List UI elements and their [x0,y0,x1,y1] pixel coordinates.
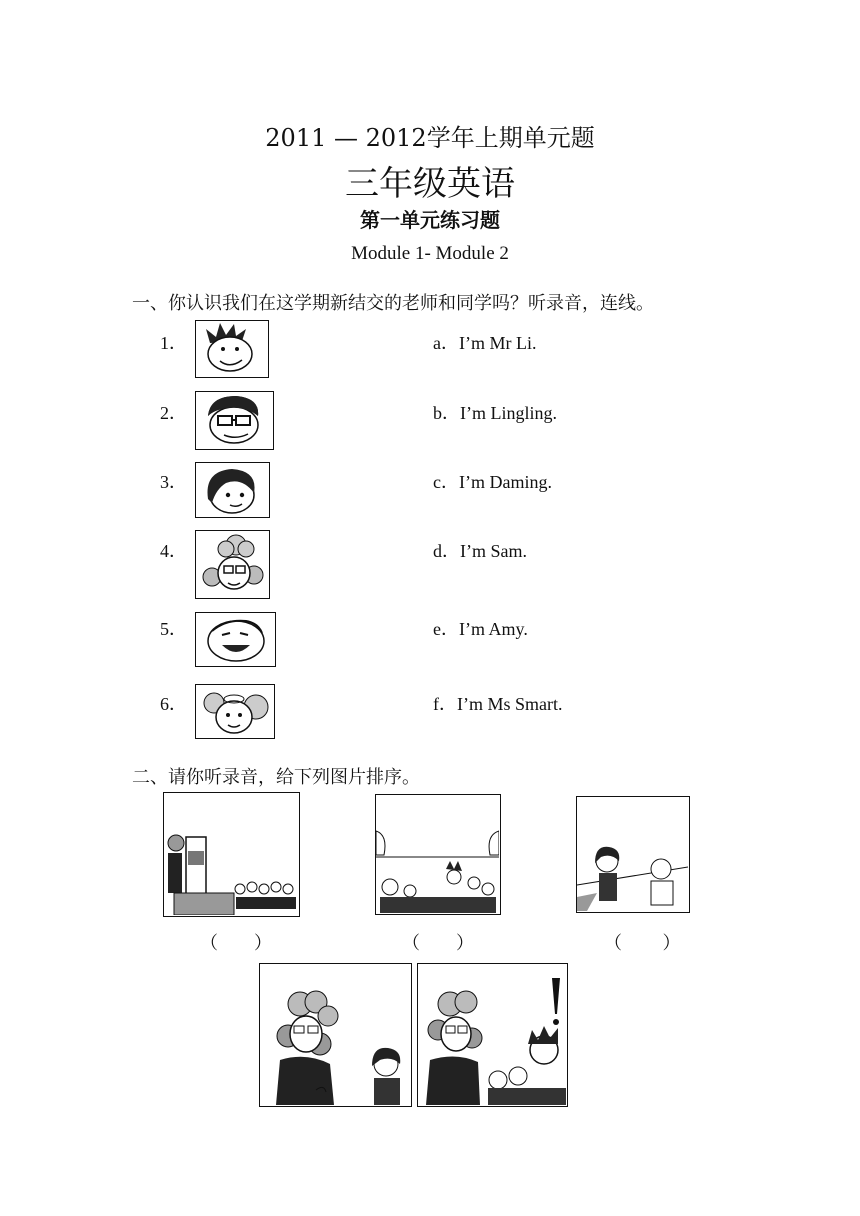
boy-spiky-hair-icon [195,320,269,378]
order-blank-2[interactable]: （ ） [402,933,474,953]
classroom-picture-2 [375,794,501,915]
option-f: f．I’m Ms Smart. [433,694,563,714]
option-e: e．I’m Amy. [433,619,528,639]
section-1-heading: 一、你认识我们在这学期新结交的老师和同学吗？听录音，连线。 [132,293,654,314]
item-number-2: 2． [160,403,187,423]
classroom-picture-5 [417,963,568,1107]
module-range: Module 1- Module 2 [351,243,509,264]
year-line: 2011 — 2012学年上期单元题 [265,124,595,152]
option-d: d．I’m Sam. [433,541,527,561]
order-blank-3[interactable]: （ ） [604,933,681,953]
classroom-picture-3 [576,796,690,913]
item-number-6: 6． [160,694,187,714]
classroom-picture-1 [163,792,300,917]
item-number-5: 5． [160,619,187,639]
order-blank-1[interactable]: （ ） [200,933,272,953]
girl-short-hair-icon [195,462,270,518]
classroom-picture-4 [259,963,412,1107]
man-glasses-icon [195,391,274,450]
grade-title: 三年级英语 [345,164,515,204]
woman-curly-hair-glasses-icon [195,530,270,599]
item-number-1: 1． [160,333,187,353]
option-b: b．I’m Lingling. [433,403,557,423]
option-a: a．I’m Mr Li. [433,333,537,353]
section-2-heading: 二、请你听录音，给下列图片排序。 [132,767,420,788]
girl-curly-hair-icon [195,684,275,739]
unit-title: 第一单元练习题 [360,208,500,232]
item-number-4: 4． [160,541,187,561]
boy-laughing-icon [195,612,276,667]
option-c: c．I’m Daming. [433,472,552,492]
item-number-3: 3． [160,472,187,492]
